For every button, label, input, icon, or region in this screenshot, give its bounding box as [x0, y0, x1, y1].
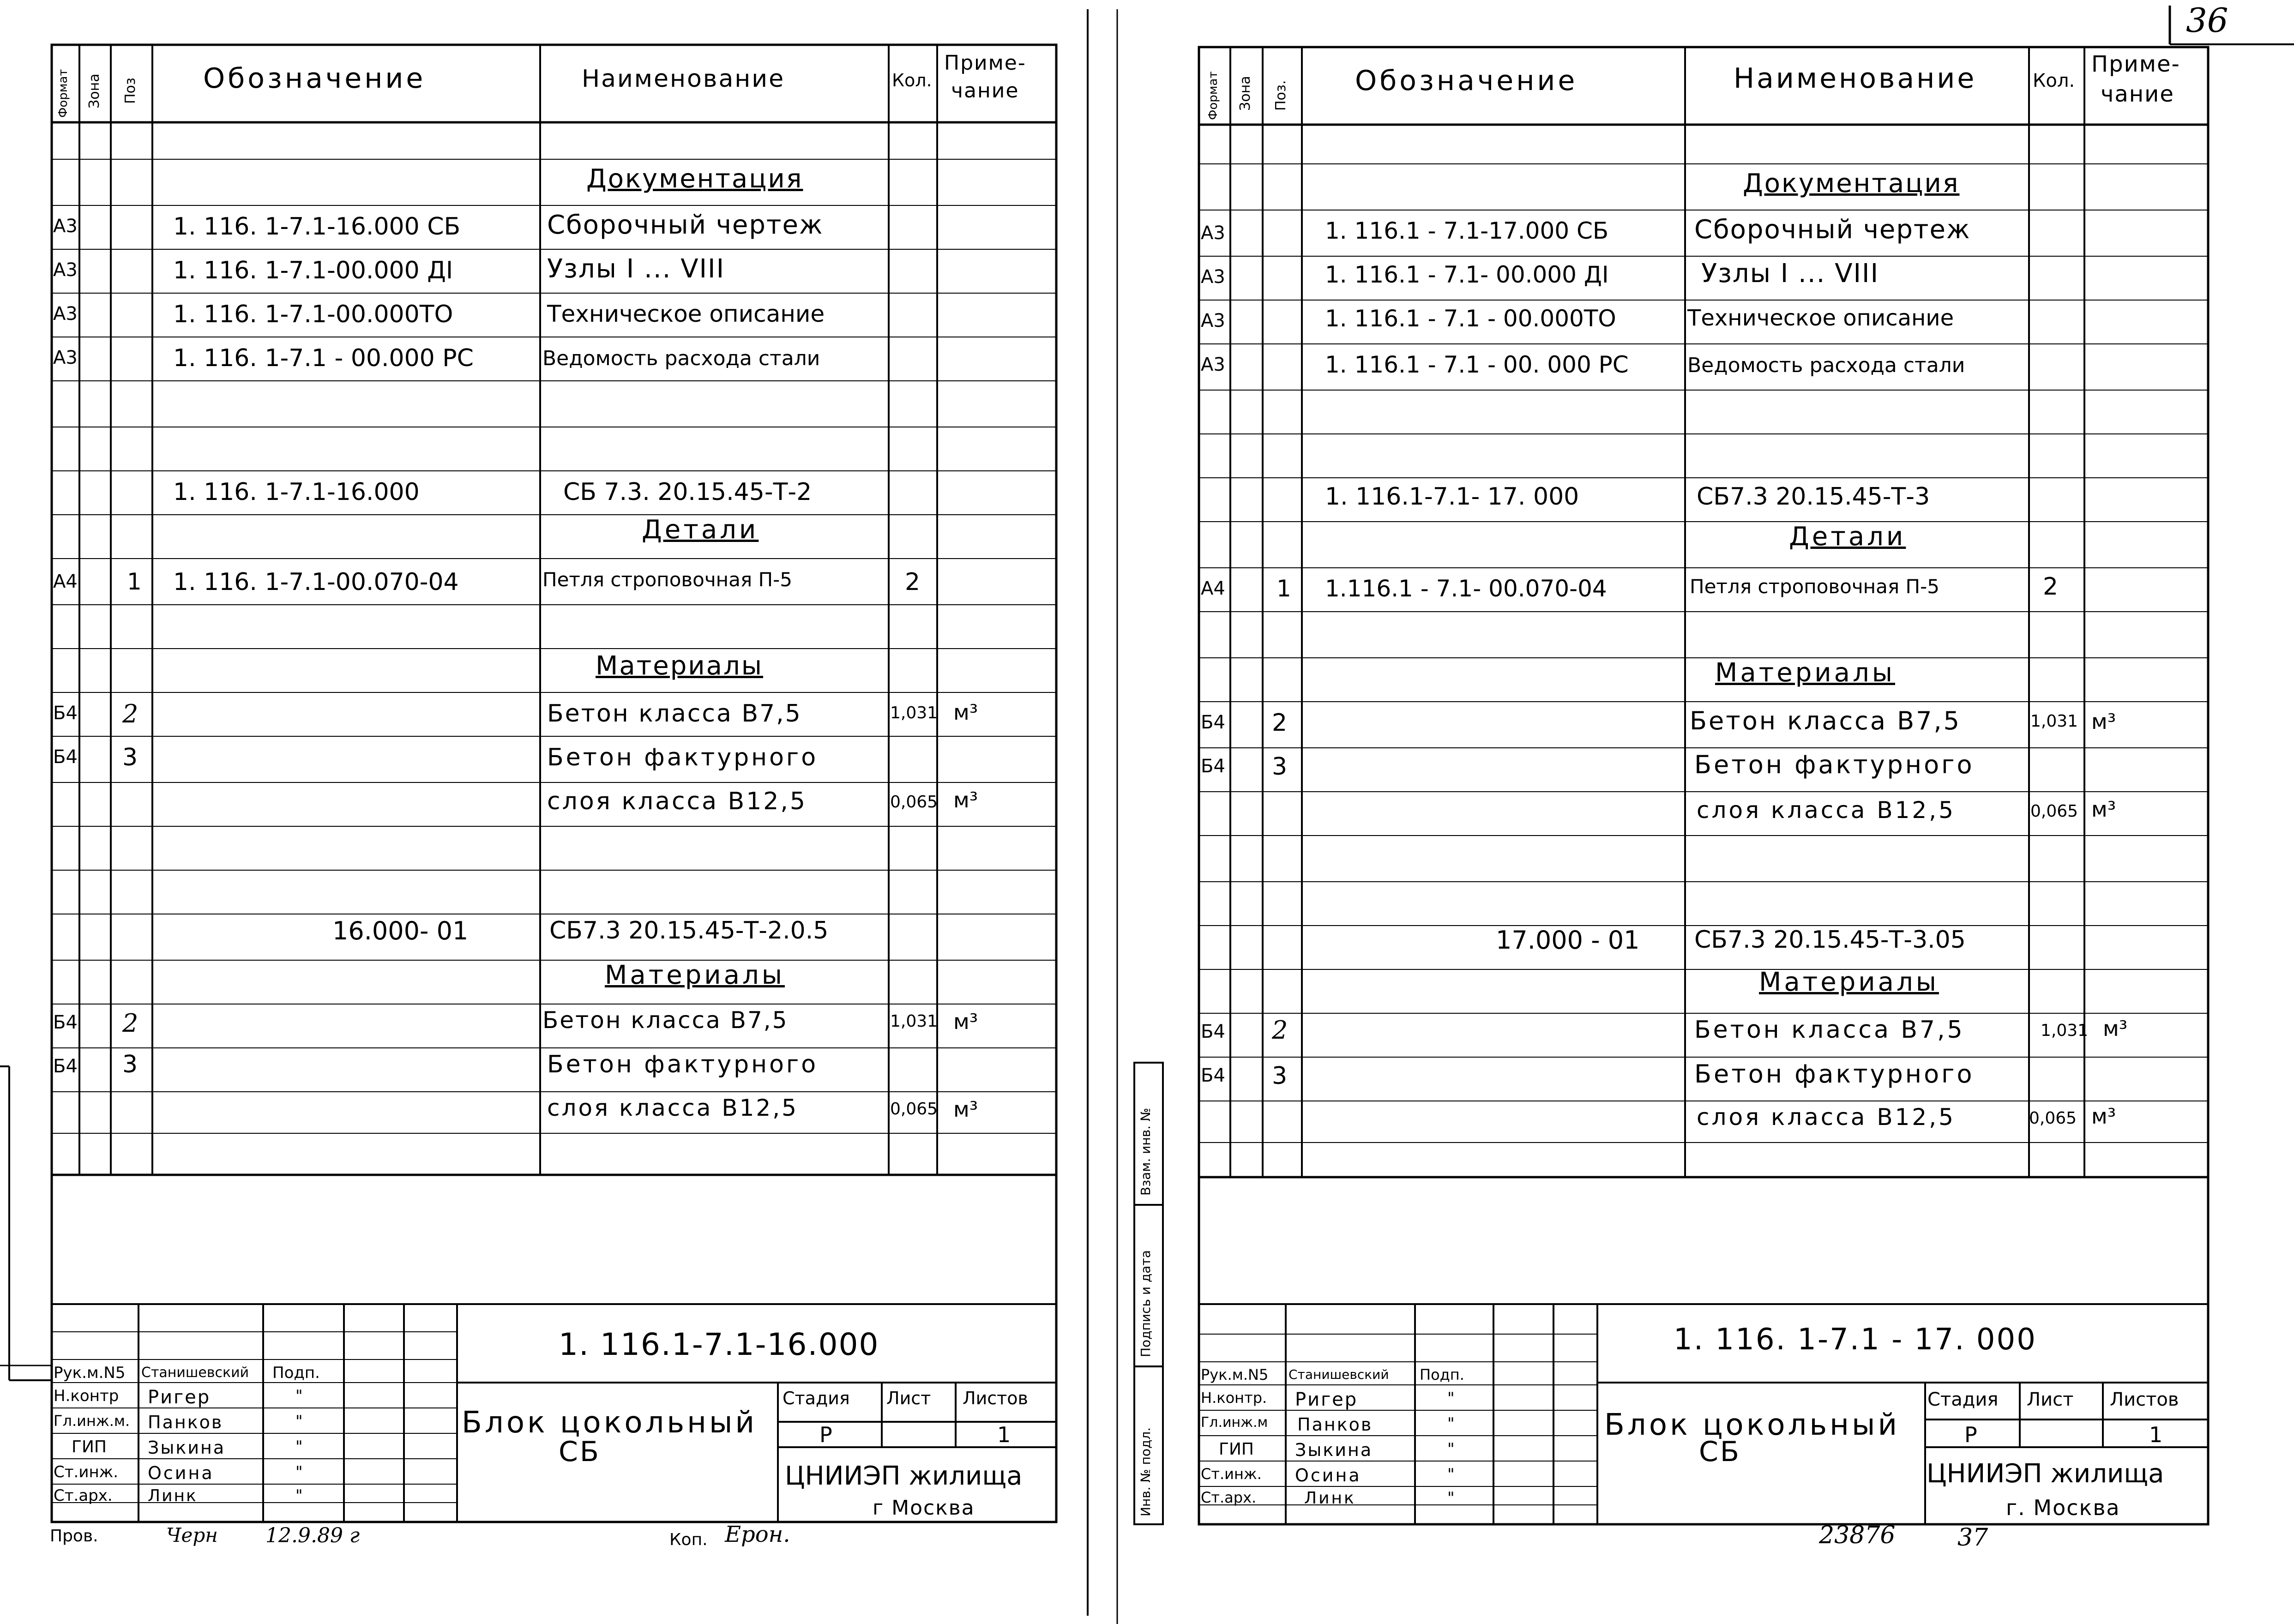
detail-fmt: А4: [53, 571, 78, 592]
role-signature: ": [295, 1387, 303, 1405]
role-label: Ст.арх.: [54, 1486, 113, 1505]
detail-name: Петля строповочная П-5: [1690, 575, 1939, 598]
detail-poz: 1: [1276, 575, 1291, 602]
material-kol: 0,065: [2030, 802, 2078, 821]
role-label: Ст.арх.: [1201, 1489, 1257, 1506]
material-name: Бетон фактурного: [547, 744, 819, 771]
role-label: Н.контр: [54, 1387, 119, 1405]
role-signature: Подп.: [272, 1364, 320, 1382]
material-unit: м³: [953, 700, 978, 725]
variant-name: СБ 7.3. 20.15.45-Т-2: [563, 478, 812, 506]
stamp-vzam: Взам. инв. №: [1138, 1107, 1153, 1196]
role-signature: ": [1447, 1389, 1455, 1407]
role-signature: Подп.: [1420, 1366, 1464, 1383]
doc-fmt: А3: [1201, 310, 1225, 331]
doc-fmt: А3: [1201, 223, 1225, 244]
material-unit: м³: [953, 788, 978, 812]
material-kol: 1,031: [890, 704, 938, 722]
material-unit: м³: [2091, 797, 2116, 822]
material-kol: 1,031: [2030, 712, 2078, 731]
doc-fmt: А3: [53, 303, 78, 325]
role-person: Линк: [1304, 1489, 1356, 1508]
role-label: Ст.инж.: [1201, 1465, 1262, 1483]
material-kol: 0,065: [2029, 1109, 2077, 1128]
right-sheet: [1198, 46, 2214, 1537]
title-name-sub: СБ: [559, 1436, 601, 1468]
material-name: слоя класса В12,5: [1697, 797, 1956, 824]
variant-code: 16.000- 01: [332, 916, 469, 945]
doc-name: Ведомость расхода стали: [1687, 354, 1965, 377]
doc-code: 1. 116. 1-7.1-00.000 ДI: [173, 257, 453, 284]
material-unit: м³: [953, 1097, 978, 1122]
detail-kol: 2: [905, 568, 921, 596]
material-name: Бетон класса В7,5: [1694, 1016, 1965, 1044]
footer-sheet-number: 37: [1957, 1524, 1988, 1552]
material-fmt: Б4: [1201, 712, 1225, 733]
org-city: г. Москва: [2006, 1495, 2120, 1520]
section-documentation: Документация: [586, 164, 803, 194]
material-unit: м³: [953, 1009, 978, 1034]
material-poz: 2: [122, 1009, 138, 1038]
title-name-sub: СБ: [1699, 1436, 1741, 1468]
role-person: Осина: [1295, 1465, 1361, 1486]
material-kol: 1,031: [890, 1012, 938, 1031]
prov-date: 12.9.89 г: [265, 1524, 360, 1547]
header-oboznachenie: Обозначение: [1355, 65, 1578, 97]
role-signature: ": [1447, 1465, 1455, 1484]
role-label: Рук.м.N5: [1201, 1366, 1269, 1383]
doc-fmt: А3: [53, 347, 78, 368]
doc-name: Техническое описание: [547, 301, 825, 327]
header-naimenovanie: Наименование: [1734, 62, 1977, 95]
header-oboznachenie: Обозначение: [203, 62, 426, 95]
doc-code: 1. 116.1 - 7.1-17.000 СБ: [1325, 217, 1609, 244]
order-number: 23876: [1819, 1522, 1896, 1549]
doc-fmt: А3: [1201, 266, 1225, 288]
prov-label: Пров.: [50, 1527, 98, 1546]
material-name: Бетон класса В7,5: [542, 1007, 789, 1034]
material-fmt: Б4: [1201, 1021, 1225, 1042]
section-details: Детали: [642, 515, 759, 545]
kop-label: Коп.: [669, 1530, 708, 1549]
material-fmt: Б4: [1201, 1065, 1225, 1086]
header-format: Формат: [56, 69, 70, 118]
role-label: Н.контр.: [1201, 1389, 1267, 1407]
listov-label: Листов: [2110, 1389, 2179, 1410]
section-details: Детали: [1789, 522, 1906, 552]
material-poz: 2: [122, 699, 138, 728]
material-poz: 2: [1272, 709, 1288, 737]
title-code: 1. 116.1-7.1-16.000: [559, 1327, 879, 1362]
doc-code: 1. 116. 1-7.1-00.000ТО: [173, 301, 453, 328]
doc-code: 1. 116.1 - 7.1- 00.000 ДI: [1325, 261, 1609, 288]
material-fmt: Б4: [1201, 756, 1225, 777]
variant-code: 1. 116.1-7.1- 17. 000: [1325, 483, 1579, 511]
role-signature: ": [1447, 1440, 1455, 1458]
material-fmt: Б4: [53, 1012, 78, 1033]
material-unit: м³: [2103, 1016, 2128, 1041]
material-name: слоя класса В12,5: [547, 1095, 798, 1121]
doc-name: Техническое описание: [1687, 305, 1954, 331]
section-materials: Материалы: [1715, 658, 1895, 688]
detail-poz: 1: [127, 568, 142, 595]
kop-signature: Ерон.: [725, 1522, 790, 1547]
title-name: Блок цокольный: [1604, 1408, 1900, 1442]
material-unit: м³: [2091, 709, 2116, 734]
stamp-inv: Инв. № подл.: [1138, 1427, 1153, 1516]
page-number: 36: [2186, 1, 2228, 40]
header-zona: Зона: [86, 73, 102, 108]
material-fmt: Б4: [53, 746, 78, 768]
role-person: Панков: [1297, 1414, 1373, 1435]
header-naimenovanie: Наименование: [582, 65, 785, 93]
material-name: слоя класса В12,5: [547, 788, 807, 815]
variant-name: СБ7.3 20.15.45-Т-3: [1697, 483, 1930, 511]
listov-label: Листов: [963, 1388, 1028, 1408]
stadia-value: Р: [819, 1422, 832, 1447]
variant-name: СБ7.3 20.15.45-Т-3.05: [1694, 926, 1966, 954]
material-poz: 2: [1272, 1016, 1288, 1045]
section-documentation: Документация: [1743, 168, 1960, 198]
doc-name: Узлы I ... VIII: [1701, 259, 1879, 289]
detail-code: 1.116.1 - 7.1- 00.070-04: [1325, 575, 1607, 602]
title-name: Блок цокольный: [462, 1406, 758, 1440]
doc-code: 1. 116. 1-7.1 - 00.000 РС: [173, 344, 474, 372]
detail-name: Петля строповочная П-5: [542, 568, 792, 591]
role-person: Ригер: [1295, 1389, 1358, 1410]
role-label: Ст.инж.: [54, 1463, 119, 1481]
role-label: ГИП: [1219, 1440, 1254, 1459]
role-person: Зыкина: [1295, 1440, 1373, 1460]
role-signature: ": [295, 1412, 303, 1431]
header-prim-1: Приме-: [2091, 51, 2180, 77]
role-person: Осина: [148, 1463, 214, 1483]
doc-fmt: А3: [53, 216, 78, 237]
material-kol: 1,031: [2041, 1021, 2089, 1040]
role-person: Станишевский: [1288, 1367, 1389, 1382]
header-prim-2: чание: [2101, 81, 2174, 107]
stadia-value: Р: [1964, 1422, 1977, 1447]
header-prim-1: Приме-: [944, 51, 1026, 75]
material-name: Бетон класса В7,5: [547, 700, 802, 728]
role-label: Гл.инж.м: [1201, 1414, 1268, 1431]
header-kol: Кол.: [2033, 70, 2075, 91]
material-unit: м³: [2091, 1104, 2116, 1129]
role-label: ГИП: [72, 1438, 107, 1456]
listov-value: 1: [997, 1422, 1011, 1447]
listov-value: 1: [2149, 1422, 2163, 1447]
material-poz: 3: [122, 744, 138, 771]
left-sheet: [51, 44, 1057, 1540]
role-label: Гл.инж.м.: [54, 1412, 130, 1430]
role-person: Линк: [148, 1486, 198, 1505]
doc-code: 1. 116.1 - 7.1 - 00. 000 РС: [1325, 351, 1629, 378]
role-person: Станишевский: [141, 1365, 249, 1381]
stadia-label: Стадия: [1927, 1389, 1999, 1410]
org-name: ЦНИИЭП жилища: [785, 1461, 1023, 1491]
list-label: Лист: [2027, 1389, 2074, 1410]
variant-code: 1. 116. 1-7.1-16.000: [173, 478, 420, 506]
detail-kol: 2: [2043, 573, 2059, 601]
doc-name: Узлы I ... VIII: [547, 254, 725, 284]
doc-code: 1. 116.1 - 7.1 - 00.000ТО: [1325, 305, 1616, 332]
list-label: Лист: [886, 1388, 931, 1408]
material-fmt: Б4: [53, 703, 78, 724]
org-name: ЦНИИЭП жилища: [1927, 1459, 2164, 1489]
role-signature: ": [1447, 1414, 1455, 1433]
header-kol: Кол.: [892, 70, 932, 90]
role-signature: ": [1447, 1489, 1455, 1507]
material-name: Бетон фактурного: [1694, 1059, 1975, 1089]
doc-fmt: А3: [1201, 354, 1225, 375]
prov-signature: Черн: [166, 1524, 218, 1546]
variant-code: 17.000 - 01: [1496, 926, 1640, 955]
material-kol: 0,065: [890, 793, 938, 812]
stamp-podpis: Подпись и дата: [1138, 1250, 1153, 1357]
material-fmt: Б4: [53, 1056, 78, 1077]
title-code: 1. 116. 1-7.1 - 17. 000: [1674, 1323, 2037, 1357]
material-name: слоя класса В12,5: [1697, 1104, 1956, 1131]
role-person: Ригер: [148, 1387, 211, 1408]
detail-code: 1. 116. 1-7.1-00.070-04: [173, 568, 459, 596]
detail-fmt: А4: [1201, 578, 1225, 599]
org-city: г Москва: [873, 1496, 975, 1520]
doc-code: 1. 116. 1-7.1-16.000 СБ: [173, 213, 461, 241]
material-name: Бетон фактурного: [547, 1051, 819, 1078]
header-format: Формат: [1206, 71, 1220, 120]
role-label: Рук.м.N5: [54, 1364, 126, 1382]
material-name: Бетон фактурного: [1694, 750, 1975, 779]
section-materials: Материалы: [1759, 967, 1939, 997]
doc-name: Сборочный чертеж: [1694, 215, 1971, 245]
header-poz: Поз: [122, 78, 138, 104]
section-materials: Материалы: [596, 651, 763, 681]
material-name: Бетон класса В7,5: [1690, 706, 1962, 735]
role-person: Панков: [148, 1412, 223, 1432]
role-signature: ": [295, 1486, 303, 1505]
role-person: Зыкина: [148, 1438, 226, 1458]
material-kol: 0,065: [890, 1100, 938, 1119]
material-poz: 3: [1272, 753, 1288, 781]
stadia-label: Стадия: [783, 1388, 850, 1408]
material-poz: 3: [122, 1051, 138, 1078]
doc-fmt: А3: [53, 259, 78, 281]
variant-name: СБ7.3 20.15.45-Т-2.0.5: [549, 917, 829, 944]
role-signature: ": [295, 1463, 303, 1481]
role-signature: ": [295, 1438, 303, 1456]
doc-name: Сборочный чертеж: [547, 210, 824, 240]
material-poz: 3: [1272, 1062, 1288, 1090]
header-poz: Поз.: [1273, 80, 1289, 111]
doc-name: Ведомость расхода стали: [542, 347, 820, 370]
header-prim-2: чание: [951, 79, 1019, 102]
section-materials: Материалы: [605, 960, 785, 990]
header-zona: Зона: [1237, 76, 1253, 111]
